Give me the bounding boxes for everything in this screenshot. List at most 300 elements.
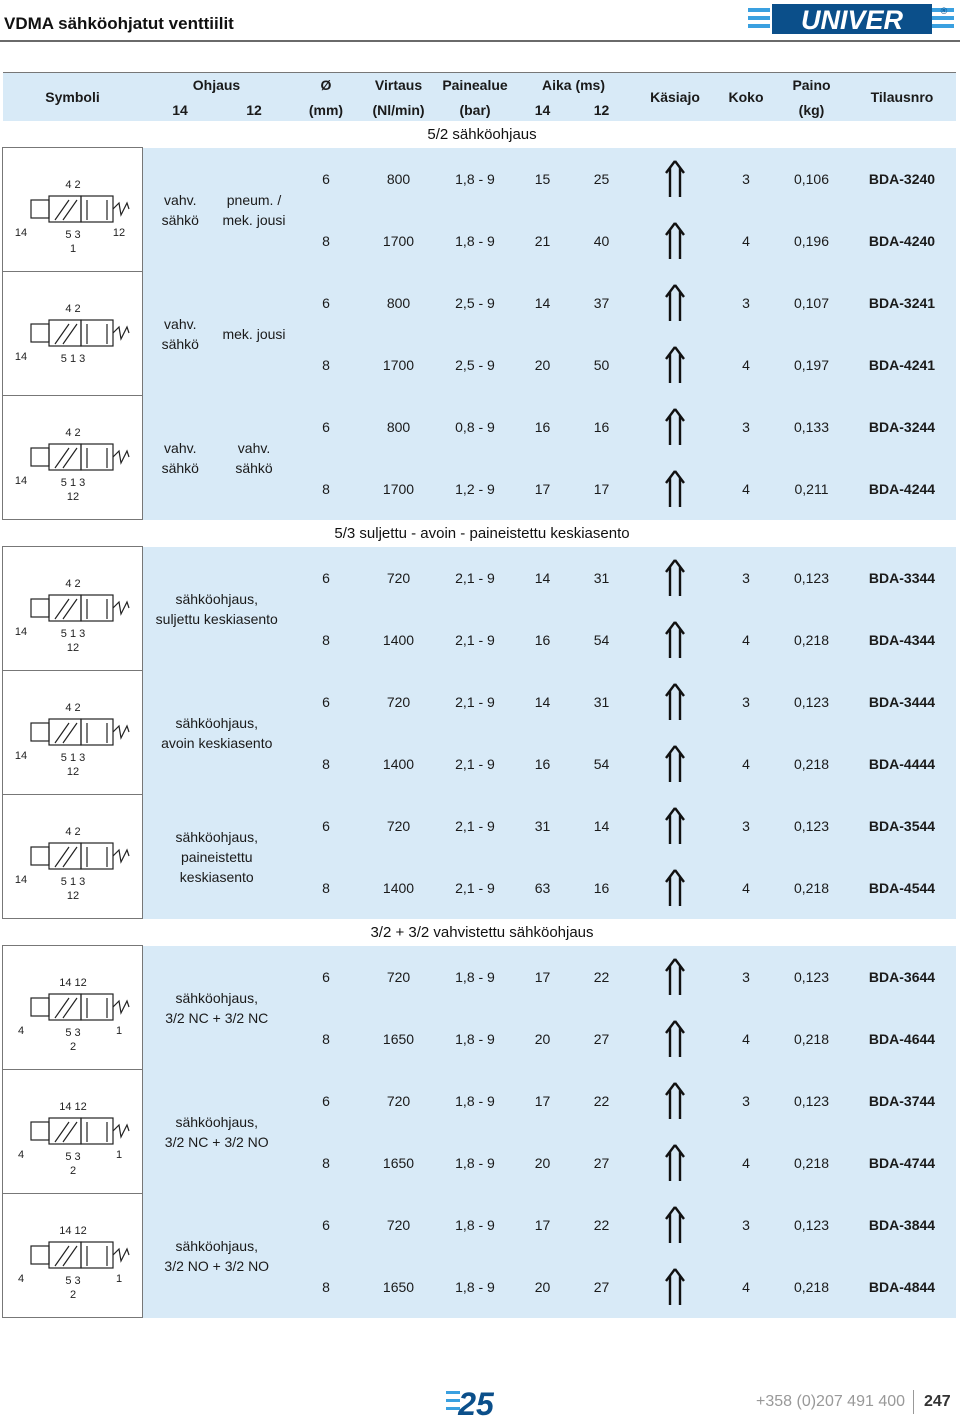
- diameter-value: 6: [291, 396, 362, 458]
- port-label: 4 2: [64, 179, 81, 191]
- pressure-value: 2,1 - 9: [436, 671, 515, 733]
- manual-override-cell: [633, 547, 718, 609]
- order-number: BDA-3844: [849, 1194, 956, 1256]
- valve-symbol-icon: [11, 805, 135, 905]
- header-diameter-unit: (mm): [291, 98, 362, 121]
- time-12-value: 31: [571, 547, 633, 609]
- pressure-value: 1,8 - 9: [436, 1070, 515, 1132]
- weight-value: 0,123: [775, 1194, 849, 1256]
- table-row: [3, 671, 956, 733]
- size-value: 3: [718, 396, 775, 458]
- port-label: 14 12: [58, 1101, 87, 1113]
- section-title-row: [3, 121, 956, 148]
- diameter-value: 8: [291, 733, 362, 795]
- diameter-value: 6: [291, 272, 362, 334]
- time-14-value: 63: [515, 857, 571, 919]
- time-14-value: 15: [515, 148, 571, 210]
- port-label: 5 3: [64, 1027, 81, 1039]
- time-12-value: 22: [571, 1070, 633, 1132]
- manual-override-cell: [633, 946, 718, 1008]
- header-control-14: 14: [143, 98, 218, 121]
- manual-override-cell: [633, 671, 718, 733]
- weight-value: 0,123: [775, 795, 849, 857]
- size-value: 3: [718, 547, 775, 609]
- valve-symbol-icon: [11, 1204, 135, 1304]
- label-line: vahv.: [237, 439, 271, 456]
- port-label: 5 1 3: [60, 876, 85, 888]
- size-value: 3: [718, 1194, 775, 1256]
- footer-logo: [446, 1385, 494, 1419]
- manual-override-arrow-icon: [664, 283, 686, 323]
- flow-value: 1700: [362, 210, 436, 272]
- diameter-value: 8: [291, 857, 362, 919]
- header-symbol: Symboli: [3, 73, 143, 122]
- order-number: BDA-4844: [849, 1256, 956, 1318]
- section-title-row: [3, 520, 956, 547]
- port-label: 14 12: [58, 1225, 87, 1237]
- symbol-cell: [3, 1194, 143, 1318]
- port-label: 5 1 3: [60, 353, 85, 365]
- pressure-value: 1,8 - 9: [436, 1132, 515, 1194]
- time-14-value: 17: [515, 458, 571, 520]
- header-time-12: 12: [571, 98, 633, 121]
- label-line: 3/2 NO + 3/2 NO: [164, 1257, 270, 1274]
- control-14-cell: [143, 272, 218, 396]
- logo-text: UNIVER: [800, 5, 904, 35]
- table-row: [3, 1070, 956, 1132]
- label-line: vahv.: [164, 439, 197, 456]
- section-title: 5/3 suljettu - avoin - paineistettu keskiasento: [334, 524, 630, 542]
- weight-value: 0,133: [775, 396, 849, 458]
- diameter-value: 8: [291, 1008, 362, 1070]
- diameter-value: 6: [291, 795, 362, 857]
- flow-value: 1650: [362, 1132, 436, 1194]
- manual-override-cell: [633, 733, 718, 795]
- weight-value: 0,218: [775, 733, 849, 795]
- manual-override-cell: [633, 334, 718, 396]
- valve-symbol-icon: [11, 158, 135, 258]
- section-title-row: [3, 919, 956, 946]
- port-label: 4 2: [64, 303, 81, 315]
- weight-value: 0,218: [775, 1008, 849, 1070]
- time-12-value: 17: [571, 458, 633, 520]
- pressure-value: 2,1 - 9: [436, 609, 515, 671]
- manual-override-arrow-icon: [664, 558, 686, 598]
- table-row: [3, 547, 956, 609]
- header-diameter: Ø: [291, 73, 362, 99]
- order-number: BDA-4644: [849, 1008, 956, 1070]
- label-line: vahv.: [164, 315, 197, 332]
- pressure-value: 2,5 - 9: [436, 334, 515, 396]
- univer-logo: [748, 4, 954, 36]
- label-line: sähköohjaus,: [175, 1237, 258, 1254]
- header-control: Ohjaus: [143, 73, 291, 99]
- time-14-value: 14: [515, 272, 571, 334]
- time-12-value: 27: [571, 1008, 633, 1070]
- port-label: 4: [17, 1149, 24, 1161]
- port-label: 4 2: [64, 702, 81, 714]
- port-label: 14: [14, 351, 27, 363]
- valve-symbol-icon: [11, 1080, 135, 1180]
- flow-value: 720: [362, 1070, 436, 1132]
- order-number: BDA-3244: [849, 396, 956, 458]
- time-14-value: 17: [515, 1194, 571, 1256]
- pressure-value: 2,1 - 9: [436, 795, 515, 857]
- order-number: BDA-4344: [849, 609, 956, 671]
- manual-override-cell: [633, 1256, 718, 1318]
- label-line: sähköohjaus,: [175, 1113, 258, 1130]
- port-label: 4 2: [64, 826, 81, 838]
- weight-value: 0,123: [775, 671, 849, 733]
- pressure-value: 2,1 - 9: [436, 547, 515, 609]
- header-order: Tilausnro: [849, 73, 956, 122]
- time-12-value: 25: [571, 148, 633, 210]
- valve-symbol-icon: [11, 681, 135, 781]
- valve-symbol-icon: [11, 282, 135, 382]
- footer-phone: +358 (0)207 491 400: [756, 1393, 906, 1410]
- size-value: 3: [718, 1070, 775, 1132]
- port-label: 1: [115, 1025, 122, 1037]
- manual-override-arrow-icon: [664, 1143, 686, 1183]
- header-control-12: 12: [218, 98, 291, 121]
- order-number: BDA-3344: [849, 547, 956, 609]
- time-12-value: 54: [571, 733, 633, 795]
- size-value: 4: [718, 458, 775, 520]
- size-value: 4: [718, 334, 775, 396]
- time-14-value: 20: [515, 334, 571, 396]
- diameter-value: 8: [291, 458, 362, 520]
- diameter-value: 6: [291, 946, 362, 1008]
- pressure-value: 1,2 - 9: [436, 458, 515, 520]
- port-label: 1: [69, 243, 76, 255]
- time-12-value: 31: [571, 671, 633, 733]
- pressure-value: 1,8 - 9: [436, 1008, 515, 1070]
- flow-value: 1400: [362, 857, 436, 919]
- footer-logo-number: 25: [458, 1386, 494, 1419]
- table-row: [3, 1194, 956, 1256]
- port-label: 5 3: [64, 229, 81, 241]
- manual-override-arrow-icon: [664, 221, 686, 261]
- label-line: suljettu keskiasento: [155, 610, 278, 627]
- control-cell: [143, 1070, 291, 1194]
- size-value: 4: [718, 210, 775, 272]
- time-14-value: 17: [515, 946, 571, 1008]
- label-line: sähkö: [235, 459, 273, 476]
- header-manual: Käsiajo: [633, 73, 718, 122]
- manual-override-arrow-icon: [664, 868, 686, 908]
- time-14-value: 16: [515, 609, 571, 671]
- table-row: [3, 946, 956, 1008]
- port-label: 5 1 3: [60, 752, 85, 764]
- flow-value: 1400: [362, 733, 436, 795]
- size-value: 4: [718, 1008, 775, 1070]
- manual-override-arrow-icon: [664, 159, 686, 199]
- label-line: mek. jousi: [222, 325, 286, 342]
- control-14-cell: [143, 396, 218, 520]
- port-label: 5 3: [64, 1151, 81, 1163]
- order-number: BDA-3744: [849, 1070, 956, 1132]
- pressure-value: 1,8 - 9: [436, 210, 515, 272]
- label-line: 3/2 NC + 3/2 NO: [164, 1133, 269, 1150]
- label-line: keskiasento: [179, 868, 254, 885]
- table-row: [3, 148, 956, 210]
- flow-value: 800: [362, 148, 436, 210]
- manual-override-arrow-icon: [664, 806, 686, 846]
- weight-value: 0,123: [775, 946, 849, 1008]
- port-label: 2: [69, 1165, 76, 1177]
- port-label: 14 12: [58, 977, 87, 989]
- order-number: BDA-4744: [849, 1132, 956, 1194]
- flow-value: 720: [362, 671, 436, 733]
- symbol-cell: [3, 148, 143, 272]
- pressure-value: 0,8 - 9: [436, 396, 515, 458]
- manual-override-arrow-icon: [664, 345, 686, 385]
- label-line: sähkö: [161, 335, 199, 352]
- manual-override-arrow-icon: [664, 1019, 686, 1059]
- flow-value: 720: [362, 1194, 436, 1256]
- order-number: BDA-4240: [849, 210, 956, 272]
- header-pressure-unit: (bar): [436, 98, 515, 121]
- flow-value: 1650: [362, 1256, 436, 1318]
- symbol-cell: [3, 671, 143, 795]
- table-row: [3, 396, 956, 458]
- time-14-value: 17: [515, 1070, 571, 1132]
- size-value: 3: [718, 671, 775, 733]
- pressure-value: 2,1 - 9: [436, 857, 515, 919]
- control-12-cell: [218, 272, 291, 396]
- port-label: 4: [17, 1025, 24, 1037]
- flow-value: 1400: [362, 609, 436, 671]
- control-cell: [143, 946, 291, 1070]
- weight-value: 0,123: [775, 1070, 849, 1132]
- diameter-value: 8: [291, 210, 362, 272]
- weight-value: 0,107: [775, 272, 849, 334]
- size-value: 4: [718, 609, 775, 671]
- size-value: 3: [718, 946, 775, 1008]
- port-label: 5 1 3: [60, 628, 85, 640]
- label-line: sähköohjaus,: [175, 590, 258, 607]
- manual-override-cell: [633, 1194, 718, 1256]
- header-size: Koko: [718, 73, 775, 122]
- order-number: BDA-4241: [849, 334, 956, 396]
- time-12-value: 16: [571, 396, 633, 458]
- weight-value: 0,211: [775, 458, 849, 520]
- control-12-cell: [218, 396, 291, 520]
- port-label: 4 2: [64, 427, 81, 439]
- time-12-value: 54: [571, 609, 633, 671]
- diameter-value: 8: [291, 1256, 362, 1318]
- time-14-value: 20: [515, 1132, 571, 1194]
- weight-value: 0,218: [775, 609, 849, 671]
- manual-override-cell: [633, 148, 718, 210]
- pressure-value: 1,8 - 9: [436, 1194, 515, 1256]
- label-line: sähköohjaus,: [175, 714, 258, 731]
- manual-override-cell: [633, 1132, 718, 1194]
- section-title: 3/2 + 3/2 vahvistettu sähköohjaus: [370, 923, 594, 941]
- port-label: 12: [66, 890, 79, 902]
- label-line: pneum. /: [226, 191, 282, 208]
- diameter-value: 8: [291, 609, 362, 671]
- time-14-value: 20: [515, 1008, 571, 1070]
- valve-symbol-icon: [11, 956, 135, 1056]
- manual-override-arrow-icon: [664, 407, 686, 447]
- manual-override-cell: [633, 272, 718, 334]
- label-line: mek. jousi: [222, 211, 286, 228]
- flow-value: 1650: [362, 1008, 436, 1070]
- time-12-value: 27: [571, 1256, 633, 1318]
- order-number: BDA-4544: [849, 857, 956, 919]
- size-value: 4: [718, 1256, 775, 1318]
- pressure-value: 2,5 - 9: [436, 272, 515, 334]
- time-14-value: 20: [515, 1256, 571, 1318]
- port-label: 4: [17, 1273, 24, 1285]
- header-pressure: Painealue: [436, 73, 515, 99]
- diameter-value: 6: [291, 1070, 362, 1132]
- page-title: VDMA sähköohjatut venttiilit: [4, 14, 234, 33]
- manual-override-arrow-icon: [664, 620, 686, 660]
- port-label: 12: [66, 766, 79, 778]
- manual-override-cell: [633, 1008, 718, 1070]
- diameter-value: 6: [291, 547, 362, 609]
- time-12-value: 40: [571, 210, 633, 272]
- port-label: 14: [14, 475, 27, 487]
- manual-override-cell: [633, 458, 718, 520]
- port-label: 1: [115, 1149, 122, 1161]
- port-label: 4 2: [64, 578, 81, 590]
- order-number: BDA-3544: [849, 795, 956, 857]
- symbol-cell: [3, 946, 143, 1070]
- weight-value: 0,218: [775, 1132, 849, 1194]
- order-number: BDA-3240: [849, 148, 956, 210]
- pressure-value: 2,1 - 9: [436, 733, 515, 795]
- header-divider: [0, 40, 960, 42]
- port-label: 14: [14, 750, 27, 762]
- port-label: 14: [14, 626, 27, 638]
- symbol-cell: [3, 1070, 143, 1194]
- diameter-value: 6: [291, 1194, 362, 1256]
- manual-override-arrow-icon: [664, 682, 686, 722]
- pressure-value: 1,8 - 9: [436, 946, 515, 1008]
- time-14-value: 14: [515, 671, 571, 733]
- time-12-value: 22: [571, 946, 633, 1008]
- port-label: 2: [69, 1041, 76, 1053]
- manual-override-arrow-icon: [664, 957, 686, 997]
- valve-spec-table: [2, 72, 956, 1318]
- header-flow: Virtaus: [362, 73, 436, 99]
- footer-separator: [913, 1390, 914, 1414]
- time-14-value: 16: [515, 733, 571, 795]
- header-weight: Paino: [775, 73, 849, 99]
- port-label: 12: [66, 491, 79, 503]
- manual-override-cell: [633, 1070, 718, 1132]
- label-line: avoin keskiasento: [161, 734, 273, 751]
- manual-override-cell: [633, 396, 718, 458]
- diameter-value: 6: [291, 148, 362, 210]
- table-subheader-row: [3, 98, 956, 121]
- port-label: 12: [112, 227, 125, 239]
- size-value: 3: [718, 795, 775, 857]
- flow-value: 720: [362, 795, 436, 857]
- manual-override-arrow-icon: [664, 744, 686, 784]
- manual-override-arrow-icon: [664, 1267, 686, 1307]
- pressure-value: 1,8 - 9: [436, 148, 515, 210]
- manual-override-arrow-icon: [664, 1081, 686, 1121]
- control-cell: [143, 1194, 291, 1318]
- symbol-cell: [3, 795, 143, 919]
- control-12-cell: [218, 148, 291, 272]
- header-time-14: 14: [515, 98, 571, 121]
- flow-value: 800: [362, 272, 436, 334]
- diameter-value: 8: [291, 1132, 362, 1194]
- size-value: 3: [718, 148, 775, 210]
- weight-value: 0,218: [775, 857, 849, 919]
- control-14-cell: [143, 148, 218, 272]
- manual-override-cell: [633, 609, 718, 671]
- time-14-value: 21: [515, 210, 571, 272]
- port-label: 14: [14, 227, 27, 239]
- time-12-value: 14: [571, 795, 633, 857]
- header-weight-unit: (kg): [775, 98, 849, 121]
- flow-value: 1700: [362, 334, 436, 396]
- time-12-value: 22: [571, 1194, 633, 1256]
- flow-value: 1700: [362, 458, 436, 520]
- order-number: BDA-3444: [849, 671, 956, 733]
- header-flow-unit: (Nl/min): [362, 98, 436, 121]
- page-number: 247: [924, 1393, 951, 1410]
- time-14-value: 14: [515, 547, 571, 609]
- time-12-value: 37: [571, 272, 633, 334]
- weight-value: 0,197: [775, 334, 849, 396]
- diameter-value: 8: [291, 334, 362, 396]
- flow-value: 800: [362, 396, 436, 458]
- control-cell: [143, 795, 291, 919]
- control-cell: [143, 547, 291, 671]
- label-line: sähkö: [161, 459, 199, 476]
- valve-symbol-icon: [11, 557, 135, 657]
- weight-value: 0,218: [775, 1256, 849, 1318]
- weight-value: 0,123: [775, 547, 849, 609]
- time-14-value: 31: [515, 795, 571, 857]
- port-label: 1: [115, 1273, 122, 1285]
- table-row: [3, 272, 956, 334]
- manual-override-arrow-icon: [664, 469, 686, 509]
- order-number: BDA-4444: [849, 733, 956, 795]
- flow-value: 720: [362, 946, 436, 1008]
- time-12-value: 16: [571, 857, 633, 919]
- manual-override-arrow-icon: [664, 1205, 686, 1245]
- manual-override-cell: [633, 857, 718, 919]
- port-label: 5 1 3: [60, 477, 85, 489]
- weight-value: 0,106: [775, 148, 849, 210]
- label-line: sähköohjaus,: [175, 828, 258, 845]
- flow-value: 720: [362, 547, 436, 609]
- table-row: [3, 795, 956, 857]
- symbol-cell: [3, 396, 143, 520]
- pressure-value: 1,8 - 9: [436, 1256, 515, 1318]
- valve-symbol-icon: [11, 406, 135, 506]
- time-12-value: 50: [571, 334, 633, 396]
- label-line: paineistettu: [180, 848, 253, 865]
- diameter-value: 6: [291, 671, 362, 733]
- size-value: 4: [718, 733, 775, 795]
- size-value: 3: [718, 272, 775, 334]
- symbol-cell: [3, 272, 143, 396]
- manual-override-cell: [633, 795, 718, 857]
- order-number: BDA-4244: [849, 458, 956, 520]
- order-number: BDA-3241: [849, 272, 956, 334]
- size-value: 4: [718, 857, 775, 919]
- control-cell: [143, 671, 291, 795]
